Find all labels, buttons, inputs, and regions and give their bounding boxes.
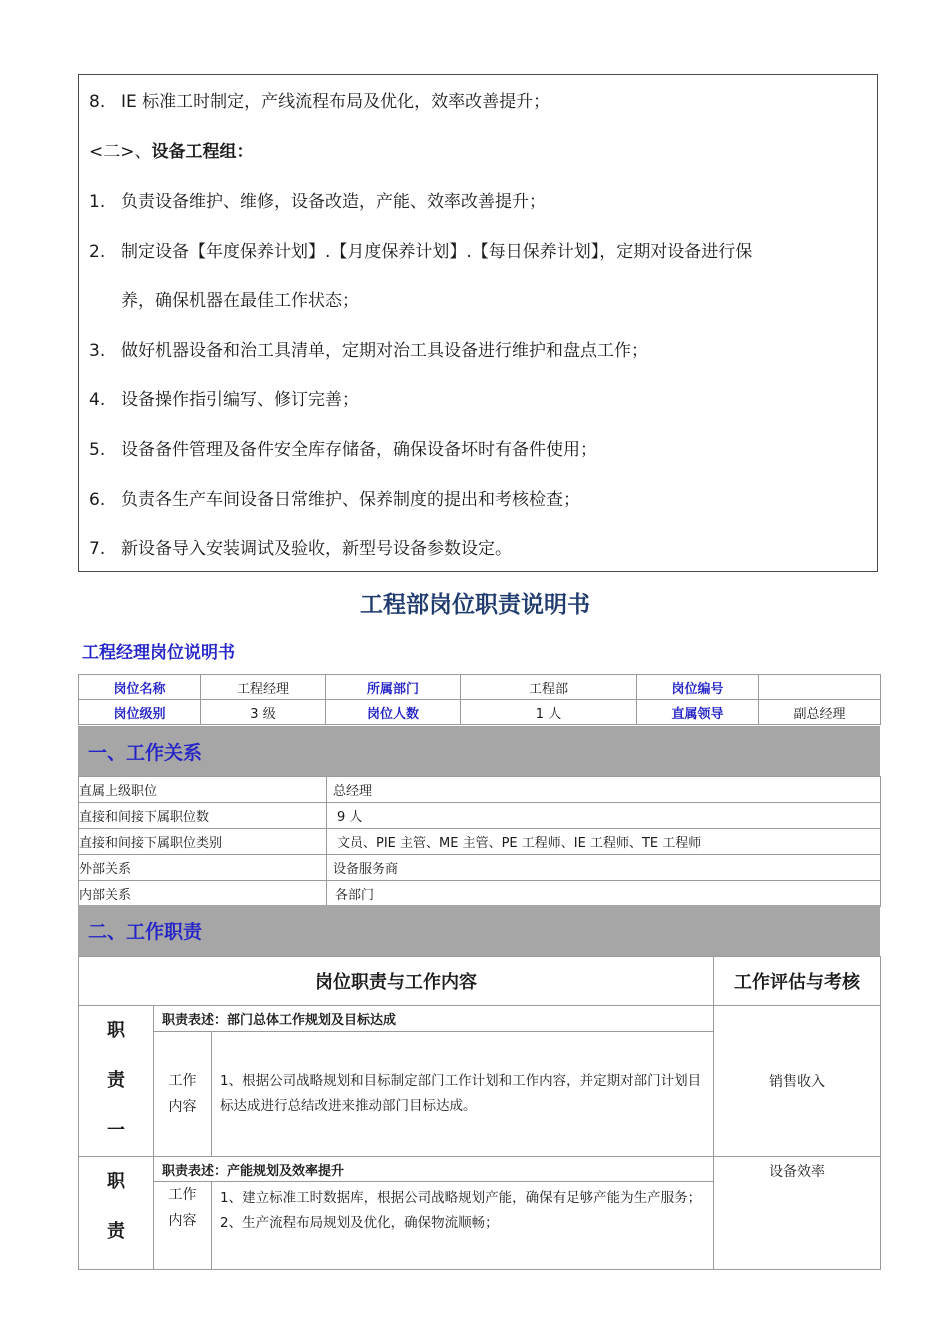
duty-evaluation-1: 销售收入	[714, 1006, 881, 1157]
section-header-relations: 一、工作关系	[78, 726, 880, 776]
duty-label-2: 职 责	[79, 1157, 154, 1270]
list-item: 3. 做好机器设备和治工具清单，定期对治工具设备进行维护和盘点工作；	[89, 341, 648, 361]
table-row	[79, 675, 881, 700]
label-department: 所属部门	[326, 675, 461, 700]
relation-key: 直接和间接下属职位类别	[79, 829, 327, 855]
header-duties-content: 岗位职责与工作内容	[79, 957, 714, 1006]
label-headcount: 岗位人数	[326, 700, 461, 725]
table-row	[79, 881, 881, 907]
table-row	[79, 829, 881, 855]
label-position-level: 岗位级别	[79, 700, 201, 725]
value-position-name: 工程经理	[201, 675, 326, 700]
value-department: 工程部	[461, 675, 637, 700]
group-heading: <二>、设备工程组：	[89, 142, 254, 162]
relation-key: 外部关系	[79, 855, 327, 881]
label-position-name: 岗位名称	[79, 675, 201, 700]
duty-content-2: 1、建立标准工时数据库，根据公司战略规划产能，确保有足够产能为生产服务； 2、生产流程布局规划及优化，确保物流顺畅；	[212, 1182, 714, 1270]
position-info-table	[78, 674, 881, 725]
list-item: 4. 设备操作指引编写、修订完善；	[89, 390, 359, 410]
relation-key: 直属上级职位	[79, 777, 327, 803]
section-header-duties: 二、工作职责	[78, 905, 880, 956]
relation-value: 总经理	[327, 777, 881, 803]
table-row	[79, 803, 881, 829]
list-item: 1. 负责设备维护、维修，设备改造，产能、效率改善提升；	[89, 192, 546, 212]
document-title: 工程部岗位职责说明书	[360, 592, 590, 618]
relation-value: 各部门	[327, 881, 881, 907]
value-position-code	[759, 675, 881, 700]
duties-table	[78, 956, 881, 1270]
table-row	[79, 1157, 881, 1182]
relation-key: 内部关系	[79, 881, 327, 907]
list-item: 8. IE 标准工时制定，产线流程布局及优化，效率改善提升；	[89, 92, 551, 112]
position-subtitle: 工程经理岗位说明书	[82, 643, 235, 663]
table-row	[79, 700, 881, 725]
duty-content-1: 1、根据公司战略规划和目标制定部门工作计划和工作内容，并定期对部门计划目标达成进行总结改进来推动部门目标达成。	[212, 1031, 714, 1157]
header-evaluation: 工作评估与考核	[714, 957, 881, 1006]
duty-label-1: 职 责 一	[79, 1006, 154, 1157]
relation-value: 设备服务商	[327, 855, 881, 881]
relation-key: 直接和间接下属职位数	[79, 803, 327, 829]
work-content-label: 工作 内容	[154, 1182, 212, 1270]
list-item: 7. 新设备导入安装调试及验收，新型号设备参数设定。	[89, 539, 512, 559]
responsibility-list-box	[78, 74, 878, 572]
duty-statement-1: 职责表述：部门总体工作规划及目标达成	[154, 1006, 714, 1032]
table-row	[79, 855, 881, 881]
table-row	[79, 957, 881, 1006]
list-item: 2. 制定设备【年度保养计划】.【月度保养计划】.【每日保养计划】，定期对设备进行保	[89, 242, 753, 262]
duty-evaluation-2: 设备效率	[714, 1157, 881, 1270]
duty-statement-2: 职责表述：产能规划及效率提升	[154, 1157, 714, 1182]
label-direct-leader: 直属领导	[637, 700, 759, 725]
list-item-continuation: 养，确保机器在最佳工作状态；	[121, 291, 359, 311]
label-position-code: 岗位编号	[637, 675, 759, 700]
table-row	[79, 777, 881, 803]
work-content-label: 工作 内容	[154, 1031, 212, 1157]
value-headcount: 1 人	[461, 700, 637, 725]
list-item: 5. 设备备件管理及备件安全库存储备，确保设备坏时有备件使用；	[89, 440, 597, 460]
table-row	[79, 1006, 881, 1032]
list-item: 6. 负责各生产车间设备日常维护、保养制度的提出和考核检查；	[89, 490, 580, 510]
relation-value: 9 人	[327, 803, 881, 829]
value-position-level: 3 级	[201, 700, 326, 725]
value-direct-leader: 副总经理	[759, 700, 881, 725]
relation-value: 文员、PIE 主管、ME 主管、PE 工程师、IE 工程师、TE 工程师	[327, 829, 881, 855]
work-relations-table	[78, 776, 881, 907]
